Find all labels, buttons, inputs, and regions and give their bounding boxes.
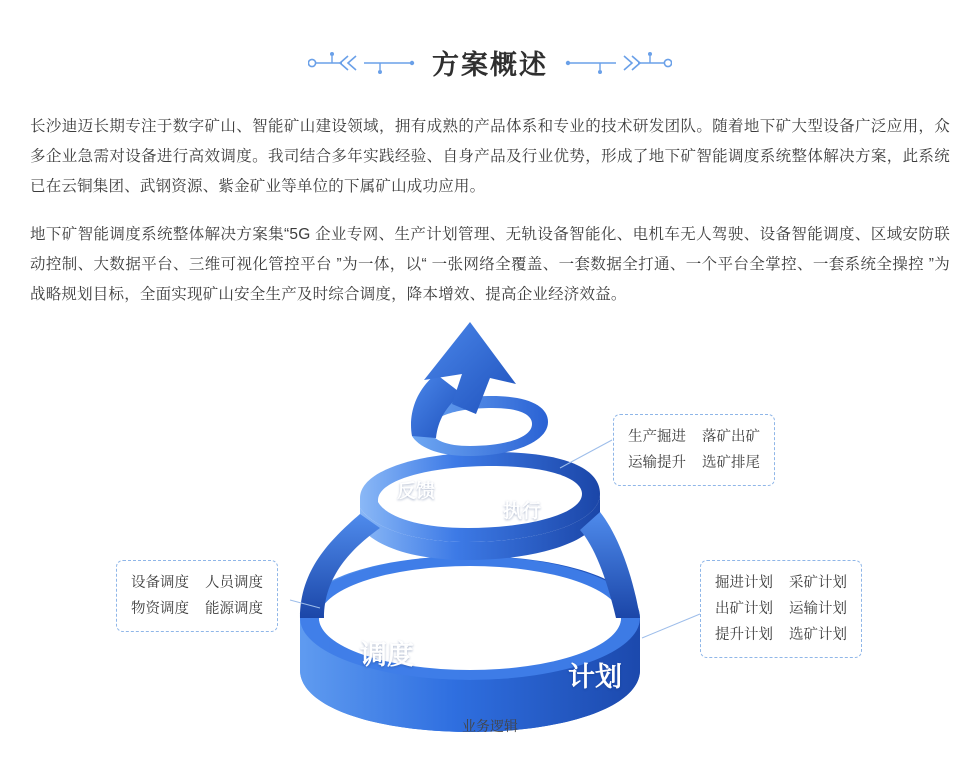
- callout-cell: 落矿出矿: [702, 429, 760, 445]
- stage-label-execute: 执行: [503, 501, 542, 522]
- paragraph-2: 地下矿智能调度系统整体解决方案集“5G 企业专网、生产计划管理、无轨设备智能化、电机车无人驾驶、设备智能调度、区域安防联动控制、大数据平台、三维可视化管控平台 ”为一体，以“ 一张网络全覆盖、一套数据全打通、一个平台全掌控、一套系统全操控 ”为战略规划目标，全面实现矿山安全生产及时综合调度，降本增效、提高企业经济效益。: [30, 226, 950, 303]
- callout-cell: 物资调度: [131, 601, 189, 617]
- callout-cell: 生产掘进: [628, 429, 686, 445]
- leader-line-execution: [560, 440, 612, 468]
- callout-cell: 运输提升: [628, 455, 686, 471]
- dispatch-callout: [116, 560, 278, 632]
- callout-row: [131, 570, 263, 596]
- callout-cell: 设备调度: [131, 575, 189, 591]
- execution-callout: [613, 414, 775, 486]
- paragraph-1: 长沙迪迈长期专注于数字矿山、智能矿山建设领域，拥有成熟的产品体系和专业的技术研发团队。随着地下矿大型设备广泛应用，众多企业急需对设备进行高效调度。我司结合多年实践经验、自身产品及行业优势，形成了地下矿智能调度系统整体解决方案，此系统已在云铜集团、武钢资源、紫金矿业等单位的下属矿山成功应用。: [30, 118, 950, 195]
- callout-cell: 选矿计划: [789, 627, 847, 643]
- page-title: 方案概述: [432, 50, 548, 80]
- callout-row: [131, 596, 263, 622]
- callout-cell: 选矿排尾: [702, 455, 760, 471]
- callout-cell: 运输计划: [789, 601, 847, 617]
- callout-row: [628, 450, 760, 476]
- stage-label-feedback: 反馈: [397, 481, 436, 502]
- callout-cell: 采矿计划: [789, 575, 847, 591]
- callout-row: [715, 570, 847, 596]
- diagram-caption: 业务逻辑: [462, 718, 518, 734]
- callout-row: [715, 622, 847, 648]
- leader-line-plan: [642, 614, 700, 638]
- callout-row: [715, 596, 847, 622]
- callout-cell: 人员调度: [205, 575, 263, 591]
- page-header: [0, 0, 980, 83]
- callout-row: [628, 424, 760, 450]
- stage-label-plan: 计划: [568, 662, 622, 692]
- blue-spiral-ribbon-icon: [0, 318, 980, 762]
- business-logic-diagram: [0, 318, 980, 762]
- overview-text: [30, 112, 950, 328]
- circuit-flourish-right-icon: [562, 48, 672, 83]
- callout-cell: 提升计划: [715, 627, 773, 643]
- callout-cell: 能源调度: [205, 601, 263, 617]
- plan-callout: [700, 560, 862, 658]
- callout-cell: 出矿计划: [715, 601, 773, 617]
- callout-cell: 掘进计划: [715, 575, 773, 591]
- stage-label-dispatch: 调度: [360, 640, 414, 670]
- circuit-flourish-left-icon: [308, 48, 418, 83]
